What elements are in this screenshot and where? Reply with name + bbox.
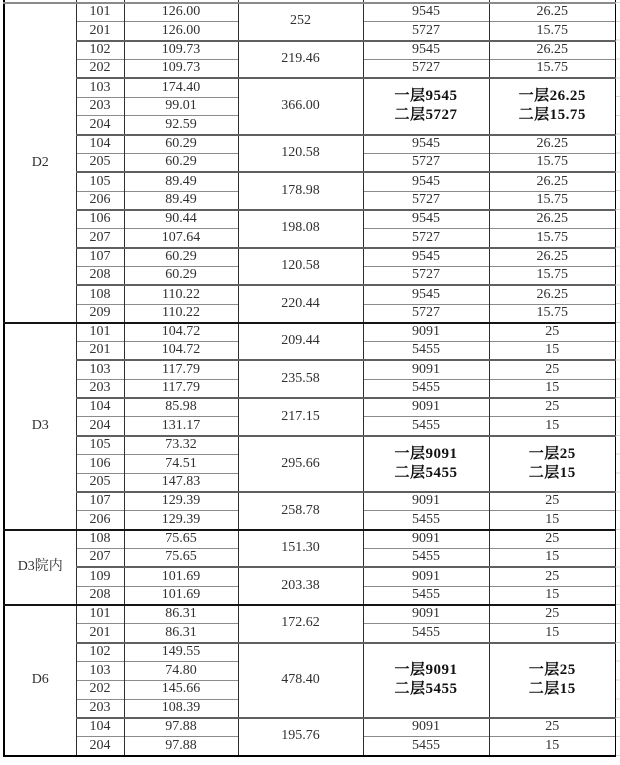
- merged-unit-fee-cell[interactable]: [489, 643, 616, 718]
- unit-fee-cell[interactable]: 15.75: [489, 304, 616, 323]
- area-cell[interactable]: 75.65: [124, 530, 238, 549]
- area-cell[interactable]: 74.80: [124, 661, 238, 680]
- unit-fee-cell[interactable]: 26.25: [489, 285, 616, 304]
- room-number-cell[interactable]: 206: [76, 511, 124, 530]
- room-number-cell[interactable]: 203: [76, 97, 124, 116]
- merged-unit-price-cell[interactable]: [363, 643, 489, 718]
- area-cell[interactable]: 60.29: [124, 266, 238, 285]
- room-number-cell[interactable]: 205: [76, 473, 124, 492]
- area-cell[interactable]: 104.72: [124, 323, 238, 342]
- unit-fee-cell[interactable]: 15.75: [489, 59, 616, 78]
- table-row: [4, 643, 616, 662]
- room-number-cell[interactable]: 102: [76, 41, 124, 60]
- unit-fee-cell[interactable]: 26.25: [489, 3, 616, 22]
- room-number-cell[interactable]: 208: [76, 266, 124, 285]
- unit-price-cell[interactable]: 9091: [363, 398, 489, 417]
- unit-price-cell[interactable]: 9091: [363, 360, 489, 379]
- unit-price-cell[interactable]: 5727: [363, 229, 489, 248]
- room-number-cell[interactable]: 204: [76, 417, 124, 436]
- table-row: [4, 398, 616, 417]
- table-row: [4, 718, 616, 737]
- area-cell[interactable]: 129.39: [124, 511, 238, 530]
- unit-price-line: 一层9091: [394, 445, 458, 462]
- total-area-cell[interactable]: 220.44: [238, 285, 363, 323]
- unit-fee-cell[interactable]: 15: [489, 737, 616, 756]
- unit-price-line: 一层9091: [394, 662, 458, 679]
- unit-price-cell[interactable]: 9545: [363, 210, 489, 229]
- unit-price-cell[interactable]: 5727: [363, 59, 489, 78]
- area-cell[interactable]: 126.00: [124, 22, 238, 41]
- unit-price-line: 一层9545: [394, 88, 458, 105]
- area-cell[interactable]: 145.66: [124, 680, 238, 699]
- room-number-cell[interactable]: 201: [76, 624, 124, 643]
- room-number-cell[interactable]: 204: [76, 737, 124, 756]
- unit-price-line: 二层5727: [394, 107, 458, 124]
- unit-fee-line: 二层15: [528, 464, 576, 481]
- room-number-cell[interactable]: 108: [76, 285, 124, 304]
- room-number-cell[interactable]: 101: [76, 605, 124, 624]
- unit-price-cell[interactable]: 5455: [363, 342, 489, 361]
- area-cell[interactable]: 117.79: [124, 360, 238, 379]
- total-area-cell[interactable]: 120.58: [238, 248, 363, 286]
- unit-price-cell[interactable]: 9091: [363, 323, 489, 342]
- total-area-cell[interactable]: 258.78: [238, 492, 363, 530]
- unit-fee-line: 一层25: [528, 445, 576, 462]
- unit-price-cell[interactable]: 5727: [363, 191, 489, 210]
- unit-price-cell[interactable]: 9545: [363, 285, 489, 304]
- unit-price-cell[interactable]: 9091: [363, 492, 489, 511]
- unit-fee-cell[interactable]: 15: [489, 624, 616, 643]
- total-area-cell[interactable]: 217.15: [238, 398, 363, 436]
- room-number-cell[interactable]: 103: [76, 78, 124, 97]
- room-number-cell[interactable]: 107: [76, 248, 124, 267]
- unit-fee-cell[interactable]: 15: [489, 549, 616, 568]
- unit-fee-line: 二层15.75: [518, 107, 586, 124]
- area-cell[interactable]: 74.51: [124, 455, 238, 474]
- area-cell[interactable]: 107.64: [124, 229, 238, 248]
- room-number-cell[interactable]: 202: [76, 59, 124, 78]
- table-row: [4, 567, 616, 586]
- room-number-cell[interactable]: 106: [76, 210, 124, 229]
- area-cell[interactable]: 90.44: [124, 210, 238, 229]
- unit-fee-cell[interactable]: 15: [489, 586, 616, 605]
- merged-unit-fee-cell[interactable]: [489, 436, 616, 492]
- sheet-gridlines-strip: [616, 0, 620, 757]
- unit-price-cell[interactable]: 9091: [363, 530, 489, 549]
- area-cell[interactable]: 117.79: [124, 379, 238, 398]
- unit-price-cell[interactable]: 9545: [363, 172, 489, 191]
- total-area-cell[interactable]: 120.58: [238, 135, 363, 173]
- room-number-cell[interactable]: 207: [76, 229, 124, 248]
- unit-fee-line: 一层25: [528, 662, 576, 679]
- room-number-cell[interactable]: 104: [76, 135, 124, 154]
- unit-fee-cell[interactable]: 25: [489, 360, 616, 379]
- area-cell[interactable]: 109.73: [124, 41, 238, 60]
- unit-price-cell[interactable]: 5455: [363, 624, 489, 643]
- table-row: [4, 135, 616, 154]
- area-cell[interactable]: 108.39: [124, 699, 238, 718]
- unit-price-cell[interactable]: 9091: [363, 605, 489, 624]
- unit-price-cell[interactable]: 5455: [363, 586, 489, 605]
- total-area-cell[interactable]: 366.00: [238, 78, 363, 134]
- unit-fee-cell[interactable]: 15.75: [489, 191, 616, 210]
- room-number-cell[interactable]: 201: [76, 342, 124, 361]
- area-cell[interactable]: 147.83: [124, 473, 238, 492]
- area-cell[interactable]: 60.29: [124, 248, 238, 267]
- table-row: [4, 172, 616, 191]
- unit-fee-cell[interactable]: 15.75: [489, 229, 616, 248]
- unit-price-cell[interactable]: 9545: [363, 3, 489, 22]
- room-number-cell[interactable]: 109: [76, 567, 124, 586]
- unit-fee-line: 一层26.25: [518, 88, 586, 105]
- area-cell[interactable]: 131.17: [124, 417, 238, 436]
- area-table-body: [4, 0, 616, 756]
- area-cell[interactable]: 101.69: [124, 567, 238, 586]
- room-number-cell[interactable]: 102: [76, 643, 124, 662]
- area-cell[interactable]: 85.98: [124, 398, 238, 417]
- room-number-cell[interactable]: 105: [76, 436, 124, 455]
- room-number-cell[interactable]: 206: [76, 191, 124, 210]
- merged-unit-price-cell[interactable]: [363, 436, 489, 492]
- table-row: [4, 605, 616, 624]
- unit-price-cell[interactable]: 9545: [363, 248, 489, 267]
- unit-fee-cell[interactable]: 25: [489, 530, 616, 549]
- unit-price-cell[interactable]: 5455: [363, 379, 489, 398]
- room-number-cell[interactable]: 209: [76, 304, 124, 323]
- unit-price-cell[interactable]: 5727: [363, 304, 489, 323]
- room-number-cell[interactable]: 103: [76, 360, 124, 379]
- area-cell[interactable]: 86.31: [124, 605, 238, 624]
- area-cell[interactable]: 174.40: [124, 78, 238, 97]
- unit-price-cell[interactable]: 9091: [363, 567, 489, 586]
- room-number-cell[interactable]: 108: [76, 530, 124, 549]
- table-row: [4, 3, 616, 22]
- area-cell[interactable]: 97.88: [124, 737, 238, 756]
- unit-price-line: 二层5455: [394, 681, 458, 698]
- unit-fee-line: 二层15: [528, 681, 576, 698]
- total-area-cell[interactable]: 195.76: [238, 718, 363, 756]
- room-number-cell[interactable]: 205: [76, 154, 124, 173]
- unit-fee-cell[interactable]: 25: [489, 605, 616, 624]
- unit-price-cell[interactable]: 5727: [363, 266, 489, 285]
- area-cell[interactable]: 60.29: [124, 135, 238, 154]
- area-table: [3, 0, 617, 757]
- area-cell[interactable]: 104.72: [124, 342, 238, 361]
- unit-price-line: 二层5455: [394, 464, 458, 481]
- unit-fee-cell[interactable]: 25: [489, 323, 616, 342]
- group-label-cell[interactable]: D6: [4, 605, 76, 756]
- unit-fee-cell[interactable]: 26.25: [489, 135, 616, 154]
- table-row: [4, 285, 616, 304]
- area-cell[interactable]: 89.49: [124, 191, 238, 210]
- room-number-cell[interactable]: 104: [76, 718, 124, 737]
- room-number-cell[interactable]: 101: [76, 323, 124, 342]
- table-row: [4, 210, 616, 229]
- total-area-cell[interactable]: 219.46: [238, 41, 363, 79]
- unit-price-cell[interactable]: 5455: [363, 511, 489, 530]
- room-number-cell[interactable]: 203: [76, 379, 124, 398]
- table-row: [4, 360, 616, 379]
- unit-fee-cell[interactable]: 15: [489, 417, 616, 436]
- area-cell[interactable]: 60.29: [124, 154, 238, 173]
- total-area-cell[interactable]: 151.30: [238, 530, 363, 568]
- area-cell[interactable]: 97.88: [124, 718, 238, 737]
- room-number-cell[interactable]: 105: [76, 172, 124, 191]
- area-cell[interactable]: 129.39: [124, 492, 238, 511]
- total-area-cell[interactable]: 478.40: [238, 643, 363, 718]
- room-number-cell[interactable]: 203: [76, 699, 124, 718]
- unit-fee-cell[interactable]: 25: [489, 492, 616, 511]
- total-area-cell[interactable]: 209.44: [238, 323, 363, 361]
- unit-fee-cell[interactable]: 15.75: [489, 266, 616, 285]
- room-number-cell[interactable]: 106: [76, 455, 124, 474]
- group-label-cell[interactable]: D3: [4, 323, 76, 530]
- area-cell[interactable]: 86.31: [124, 624, 238, 643]
- unit-price-cell[interactable]: 9545: [363, 41, 489, 60]
- area-cell[interactable]: 99.01: [124, 97, 238, 116]
- unit-price-cell[interactable]: 5455: [363, 737, 489, 756]
- total-area-cell[interactable]: 172.62: [238, 605, 363, 643]
- unit-price-cell[interactable]: 5727: [363, 154, 489, 173]
- unit-fee-cell[interactable]: 25: [489, 718, 616, 737]
- room-number-cell[interactable]: 202: [76, 680, 124, 699]
- group-label-cell[interactable]: D2: [4, 3, 76, 323]
- unit-price-cell[interactable]: 9545: [363, 135, 489, 154]
- unit-fee-cell[interactable]: 15.75: [489, 154, 616, 173]
- room-number-cell[interactable]: 208: [76, 586, 124, 605]
- total-area-cell[interactable]: 198.08: [238, 210, 363, 248]
- table-row: [4, 492, 616, 511]
- table-row: [4, 323, 616, 342]
- table-row: [4, 41, 616, 60]
- area-cell[interactable]: 101.69: [124, 586, 238, 605]
- unit-fee-cell[interactable]: 15: [489, 342, 616, 361]
- merged-unit-fee-cell[interactable]: [489, 78, 616, 134]
- unit-price-cell[interactable]: 5727: [363, 22, 489, 41]
- room-number-cell[interactable]: 204: [76, 116, 124, 135]
- unit-fee-cell[interactable]: 26.25: [489, 41, 616, 60]
- unit-price-cell[interactable]: 5455: [363, 549, 489, 568]
- unit-price-cell[interactable]: 9091: [363, 718, 489, 737]
- area-cell[interactable]: 126.00: [124, 3, 238, 22]
- table-row: [4, 530, 616, 549]
- total-area-cell[interactable]: 203.38: [238, 567, 363, 605]
- total-area-cell[interactable]: 235.58: [238, 360, 363, 398]
- room-number-cell[interactable]: 103: [76, 661, 124, 680]
- unit-fee-cell[interactable]: 26.25: [489, 248, 616, 267]
- room-number-cell[interactable]: 107: [76, 492, 124, 511]
- area-cell[interactable]: 110.22: [124, 285, 238, 304]
- unit-fee-cell[interactable]: 15: [489, 379, 616, 398]
- unit-fee-cell[interactable]: 26.25: [489, 172, 616, 191]
- table-row: [4, 78, 616, 97]
- room-number-cell[interactable]: 104: [76, 398, 124, 417]
- unit-fee-cell[interactable]: 15.75: [489, 22, 616, 41]
- unit-fee-cell[interactable]: 25: [489, 398, 616, 417]
- area-cell[interactable]: 110.22: [124, 304, 238, 323]
- group-label-cell[interactable]: D3院内: [4, 530, 76, 605]
- total-area-cell[interactable]: 252: [238, 3, 363, 41]
- room-number-cell[interactable]: 201: [76, 22, 124, 41]
- merged-unit-price-cell[interactable]: [363, 78, 489, 134]
- total-area-cell[interactable]: 178.98: [238, 172, 363, 210]
- total-area-cell[interactable]: 295.66: [238, 436, 363, 492]
- unit-fee-cell[interactable]: 15: [489, 511, 616, 530]
- table-row: [4, 248, 616, 267]
- area-cell[interactable]: 92.59: [124, 116, 238, 135]
- unit-price-cell[interactable]: 5455: [363, 417, 489, 436]
- unit-fee-cell[interactable]: 26.25: [489, 210, 616, 229]
- area-cell[interactable]: 109.73: [124, 59, 238, 78]
- table-row: [4, 436, 616, 455]
- room-number-cell[interactable]: 101: [76, 3, 124, 22]
- area-cell[interactable]: 89.49: [124, 172, 238, 191]
- room-number-cell[interactable]: 207: [76, 549, 124, 568]
- area-cell[interactable]: 73.32: [124, 436, 238, 455]
- area-cell[interactable]: 75.65: [124, 549, 238, 568]
- area-cell[interactable]: 149.55: [124, 643, 238, 662]
- unit-fee-cell[interactable]: 25: [489, 567, 616, 586]
